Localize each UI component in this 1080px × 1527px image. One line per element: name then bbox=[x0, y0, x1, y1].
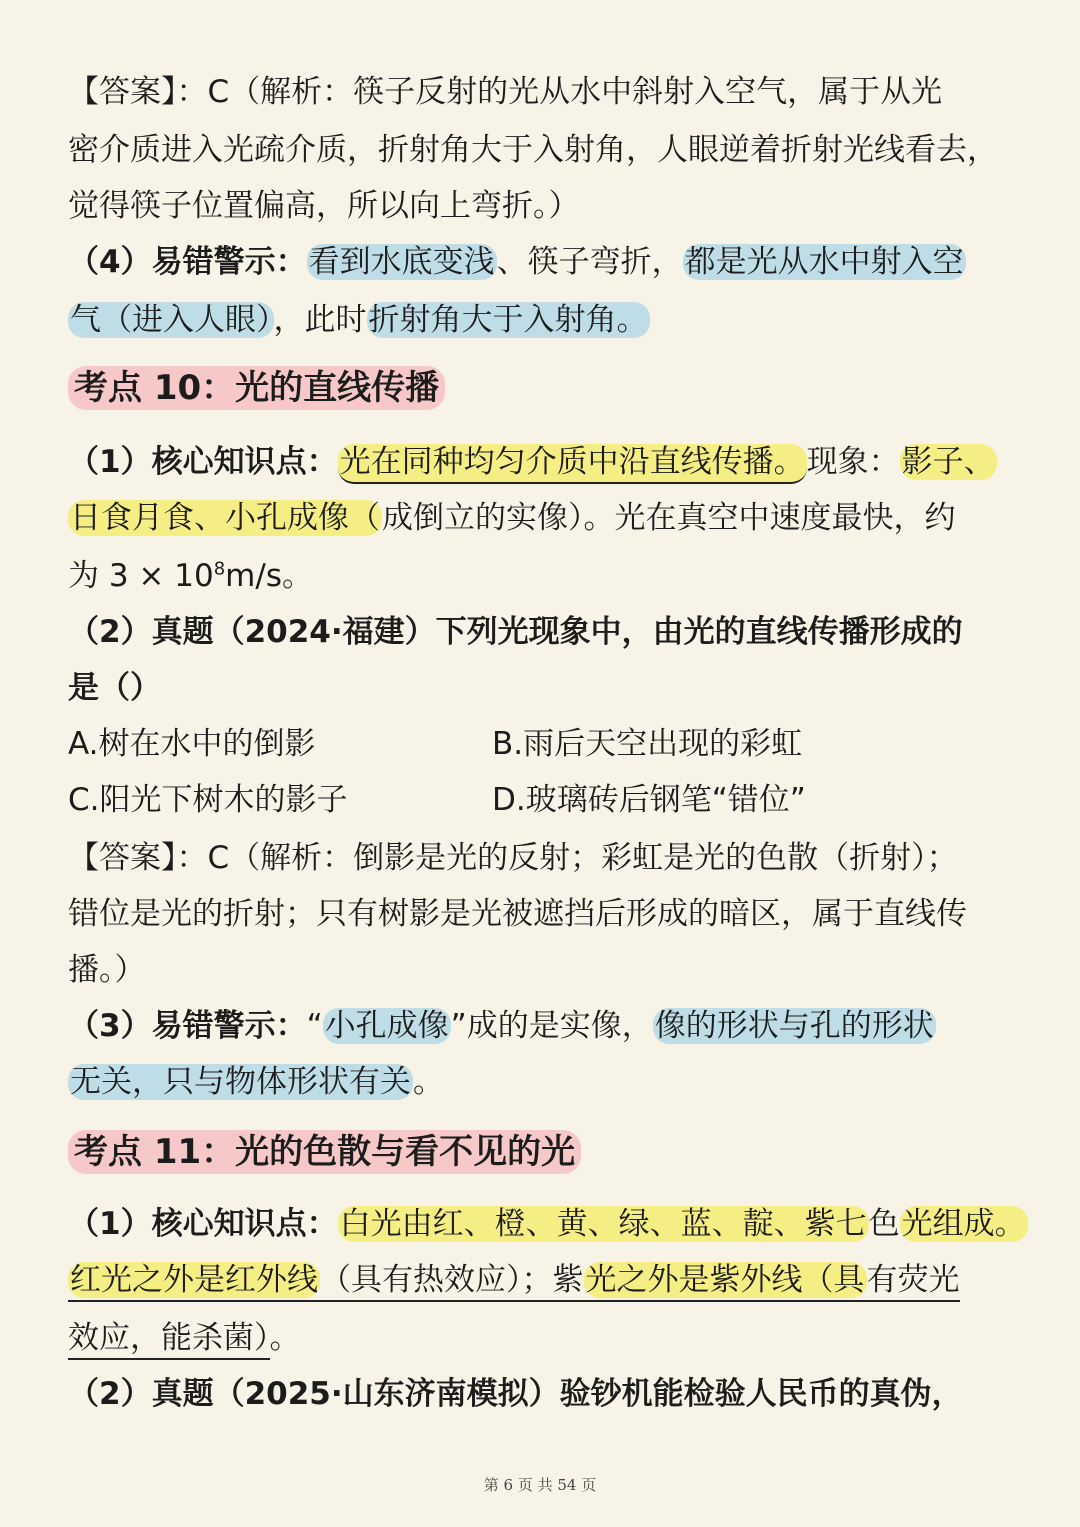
option-b: B.雨后天空出现的彩虹 bbox=[492, 726, 803, 762]
question-line: （2）真题（2024·福建）下列光现象中，由光的直线传播形成的 bbox=[68, 614, 963, 650]
question-line: 是（） bbox=[68, 670, 161, 706]
option-a: A.树在水中的倒影 bbox=[68, 726, 316, 762]
answer-line: 【答案】：C（解析：筷子反射的光从水中斜射入空气，属于从光 bbox=[68, 74, 943, 110]
option-d: D.玻璃砖后钢笔“错位” bbox=[492, 782, 806, 818]
warning-line: 气（进入人眼），此时折射角大于入射角。 bbox=[70, 302, 648, 338]
core-knowledge-line: 效应，能杀菌）。 bbox=[68, 1318, 1020, 1358]
question-line: （2）真题（2025·山东济南模拟）验钞机能检验人民币的真伪， bbox=[68, 1376, 963, 1412]
answer-line: 密介质进入光疏介质，折射角大于入射角，人眼逆着折射光线看去， bbox=[68, 132, 998, 168]
core-knowledge-line: 日食月食、小孔成像（成倒立的实像）。光在真空中速度最快，约 bbox=[70, 500, 956, 536]
core-knowledge-line: （1）核心知识点：白光由红、橙、黄、绿、蓝、靛、紫七色光组成。 bbox=[68, 1206, 1026, 1242]
core-knowledge-line: 红光之外是红外线（具有热效应）；紫光之外是紫外线（具有荧光 bbox=[68, 1260, 1020, 1300]
page-number: 第 6 页 共 54 页 bbox=[483, 1476, 597, 1494]
core-knowledge-line: 为 $3 \times 10^8m/s$。 bbox=[68, 558, 313, 594]
warning-line: （3）易错警示：“小孔成像”成的是实像，像的形状与孔的形状 bbox=[68, 1008, 934, 1044]
answer-line: 觉得筷子位置偏高，所以向上弯折。） bbox=[68, 188, 580, 224]
warning-line: 无关，只与物体形状有关。 bbox=[70, 1064, 444, 1100]
answer-line: 播。） bbox=[68, 952, 146, 988]
core-knowledge-line: （1）核心知识点：光在同种均匀介质中沿直线传播。现象：影子、 bbox=[68, 442, 1020, 482]
section-heading: 考点 11：光的色散与看不见的光 bbox=[68, 1132, 1020, 1172]
section-heading: 考点 10：光的直线传播 bbox=[68, 368, 1020, 408]
answer-line: 【答案】：C（解析：倒影是光的反射；彩虹是光的色散（折射）； bbox=[68, 840, 958, 876]
option-c: C.阳光下树木的影子 bbox=[68, 782, 348, 818]
answer-line: 错位是光的折射；只有树影是光被遮挡后形成的暗区，属于直线传 bbox=[68, 896, 967, 932]
warning-line: （4）易错警示：看到水底变浅、筷子弯折，都是光从水中射入空 bbox=[68, 244, 964, 280]
